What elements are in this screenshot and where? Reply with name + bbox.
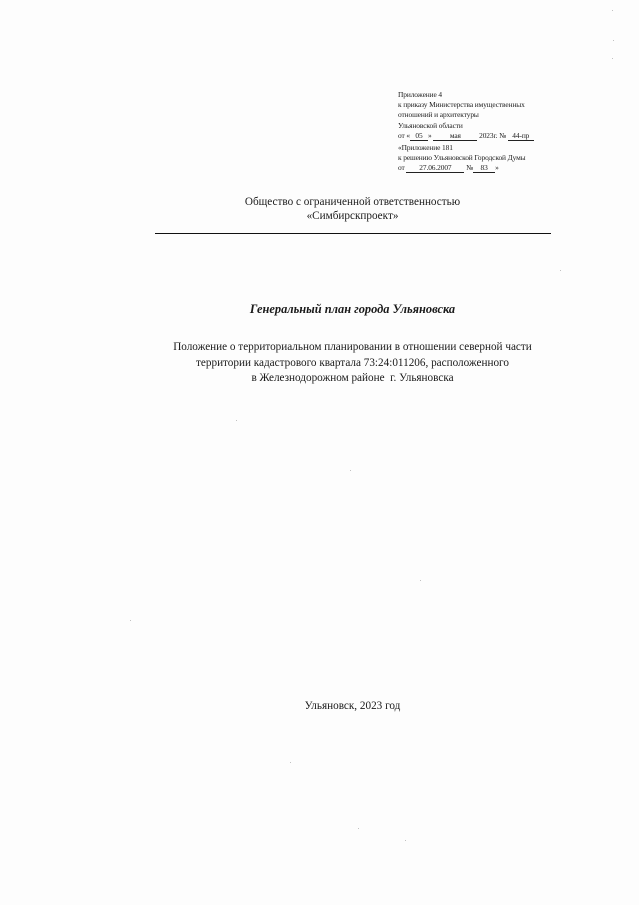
approval-line: Приложение 4 <box>398 90 443 99</box>
scan-speck <box>612 10 613 11</box>
scan-speck <box>560 270 561 271</box>
order-month: мая <box>433 132 477 141</box>
subtitle-line: Положение о территориальном планировании в отношении северной части <box>173 341 532 353</box>
order-day: 05 <box>410 132 428 141</box>
scan-speck <box>350 470 351 471</box>
scan-speck <box>405 840 406 841</box>
subtitle-line: в Железнодорожном районе г. Ульяновска <box>251 372 454 384</box>
order-prefix: от « <box>398 130 410 140</box>
decision-num-label: № <box>466 163 474 173</box>
approval-line: отношений и архитектуры <box>398 110 479 120</box>
order-number: 44-пр <box>508 132 534 141</box>
scan-speck <box>613 40 614 41</box>
decision-suffix: » <box>495 163 499 173</box>
approval-stamp-block <box>398 90 568 174</box>
document-title: Генеральный план города Ульяновска <box>249 302 456 316</box>
place-and-year: Ульяновск, 2023 год <box>304 700 401 712</box>
scan-speck <box>290 762 291 763</box>
approval-line: Ульяновской области <box>398 120 463 130</box>
order-mid: » <box>427 130 432 140</box>
approval-line: к решению Ульяновской Городской Думы <box>398 153 526 163</box>
horizontal-divider <box>155 233 551 234</box>
decision-date-line <box>398 163 568 173</box>
scan-speck <box>236 420 237 421</box>
decision-prefix: от <box>398 163 405 173</box>
approval-line: «Приложение 181 <box>398 143 453 153</box>
subtitle-line: территории кадастрового квартала 73:24:011206, расположенного <box>196 356 509 369</box>
scan-speck <box>612 58 613 59</box>
scan-speck <box>130 620 131 621</box>
order-year: 2023г. № <box>479 130 507 140</box>
scan-speck <box>358 828 359 829</box>
order-date-line <box>398 131 568 141</box>
organization-line: «Симбирскпроект» <box>306 210 399 222</box>
approval-line: к приказу Министерства имущественных <box>398 100 525 110</box>
document-subtitle <box>120 340 585 387</box>
organization-name <box>150 195 555 223</box>
organization-line: Общество с ограниченной ответственностью <box>244 196 461 208</box>
scan-speck <box>420 580 421 581</box>
decision-date: 27.06.2007 <box>406 164 464 173</box>
decision-number: 83 <box>473 164 495 173</box>
